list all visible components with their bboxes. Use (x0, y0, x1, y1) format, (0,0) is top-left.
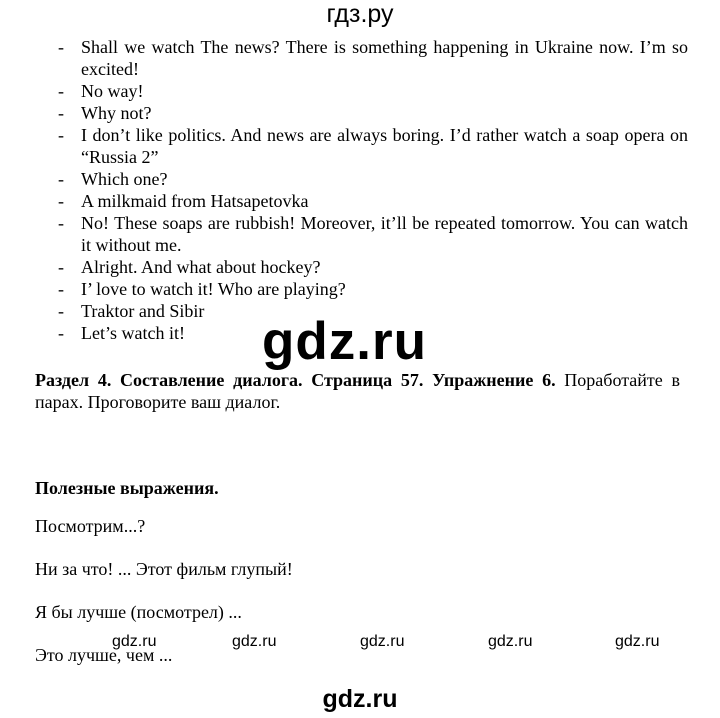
expression-item: Ни за что! ... Этот фильм глупый! (35, 559, 293, 579)
dash: - (58, 81, 64, 101)
site-header: гдз.ру (326, 0, 394, 28)
task-text: Поработайте в парах. Проговорите ваш диалог. (35, 370, 680, 412)
dialogue-text: Why not? (81, 103, 152, 123)
dialogue-line (58, 124, 688, 168)
watermark-small: gdz.ru (112, 633, 157, 650)
dialogue-text: Let’s watch it! (81, 323, 185, 343)
site-footer: gdz.ru (322, 685, 398, 713)
watermark-small: gdz.ru (360, 633, 405, 650)
dialogue-text: A milkmaid from Hatsapetovka (81, 191, 309, 211)
dash: - (58, 169, 64, 189)
dash: - (58, 125, 64, 145)
useful-expressions-title: Полезные выражения. (35, 478, 219, 498)
dash: - (58, 257, 64, 277)
dash: - (58, 301, 64, 321)
dialogue-line (58, 80, 688, 102)
dash: - (58, 279, 64, 299)
task-heading: Раздел 4. Составление диалога. Страница 57. Упражнение 6. (35, 370, 556, 390)
dialogue-text: No way! (81, 81, 144, 101)
dialogue-text: I don’t like politics. And news are always boring. I’d rather watch a soap opera on “Russia 2” (81, 125, 688, 167)
dialogue-line (58, 168, 688, 190)
watermark-small: gdz.ru (232, 633, 277, 650)
expression-item: Посмотрим...? (35, 516, 146, 536)
dialogue-line (58, 278, 688, 300)
dash: - (58, 191, 64, 211)
dialogue-text: I’ love to watch it! Who are playing? (81, 279, 346, 299)
dash: - (58, 103, 64, 123)
dialogue-text: Alright. And what about hockey? (81, 257, 321, 277)
task-statement (35, 369, 680, 413)
dialogue-text: Which one? (81, 169, 168, 189)
dialogue-line (58, 256, 688, 278)
dash: - (58, 323, 64, 343)
watermark-small: gdz.ru (615, 633, 660, 650)
dialogue-text: Traktor and Sibir (81, 301, 205, 321)
expression-item: Это лучше, чем ... (35, 645, 173, 665)
expression-item: Я бы лучше (посмотрел) ... (35, 602, 242, 622)
dialogue-line (58, 190, 688, 212)
watermark-small: gdz.ru (488, 633, 533, 650)
dialogue-line (58, 36, 688, 80)
watermark-large: gdz.ru (262, 312, 427, 371)
dialogue-line (58, 212, 688, 256)
dialogue (58, 36, 688, 344)
dialogue-line (58, 102, 688, 124)
dash: - (58, 37, 64, 57)
dialogue-text: Shall we watch The news? There is something happening in Ukraine now. I’m so excited! (81, 37, 688, 79)
dialogue-text: No! These soaps are rubbish! Moreover, it’ll be repeated tomorrow. You can watch it without me. (81, 213, 688, 255)
dash: - (58, 213, 64, 233)
